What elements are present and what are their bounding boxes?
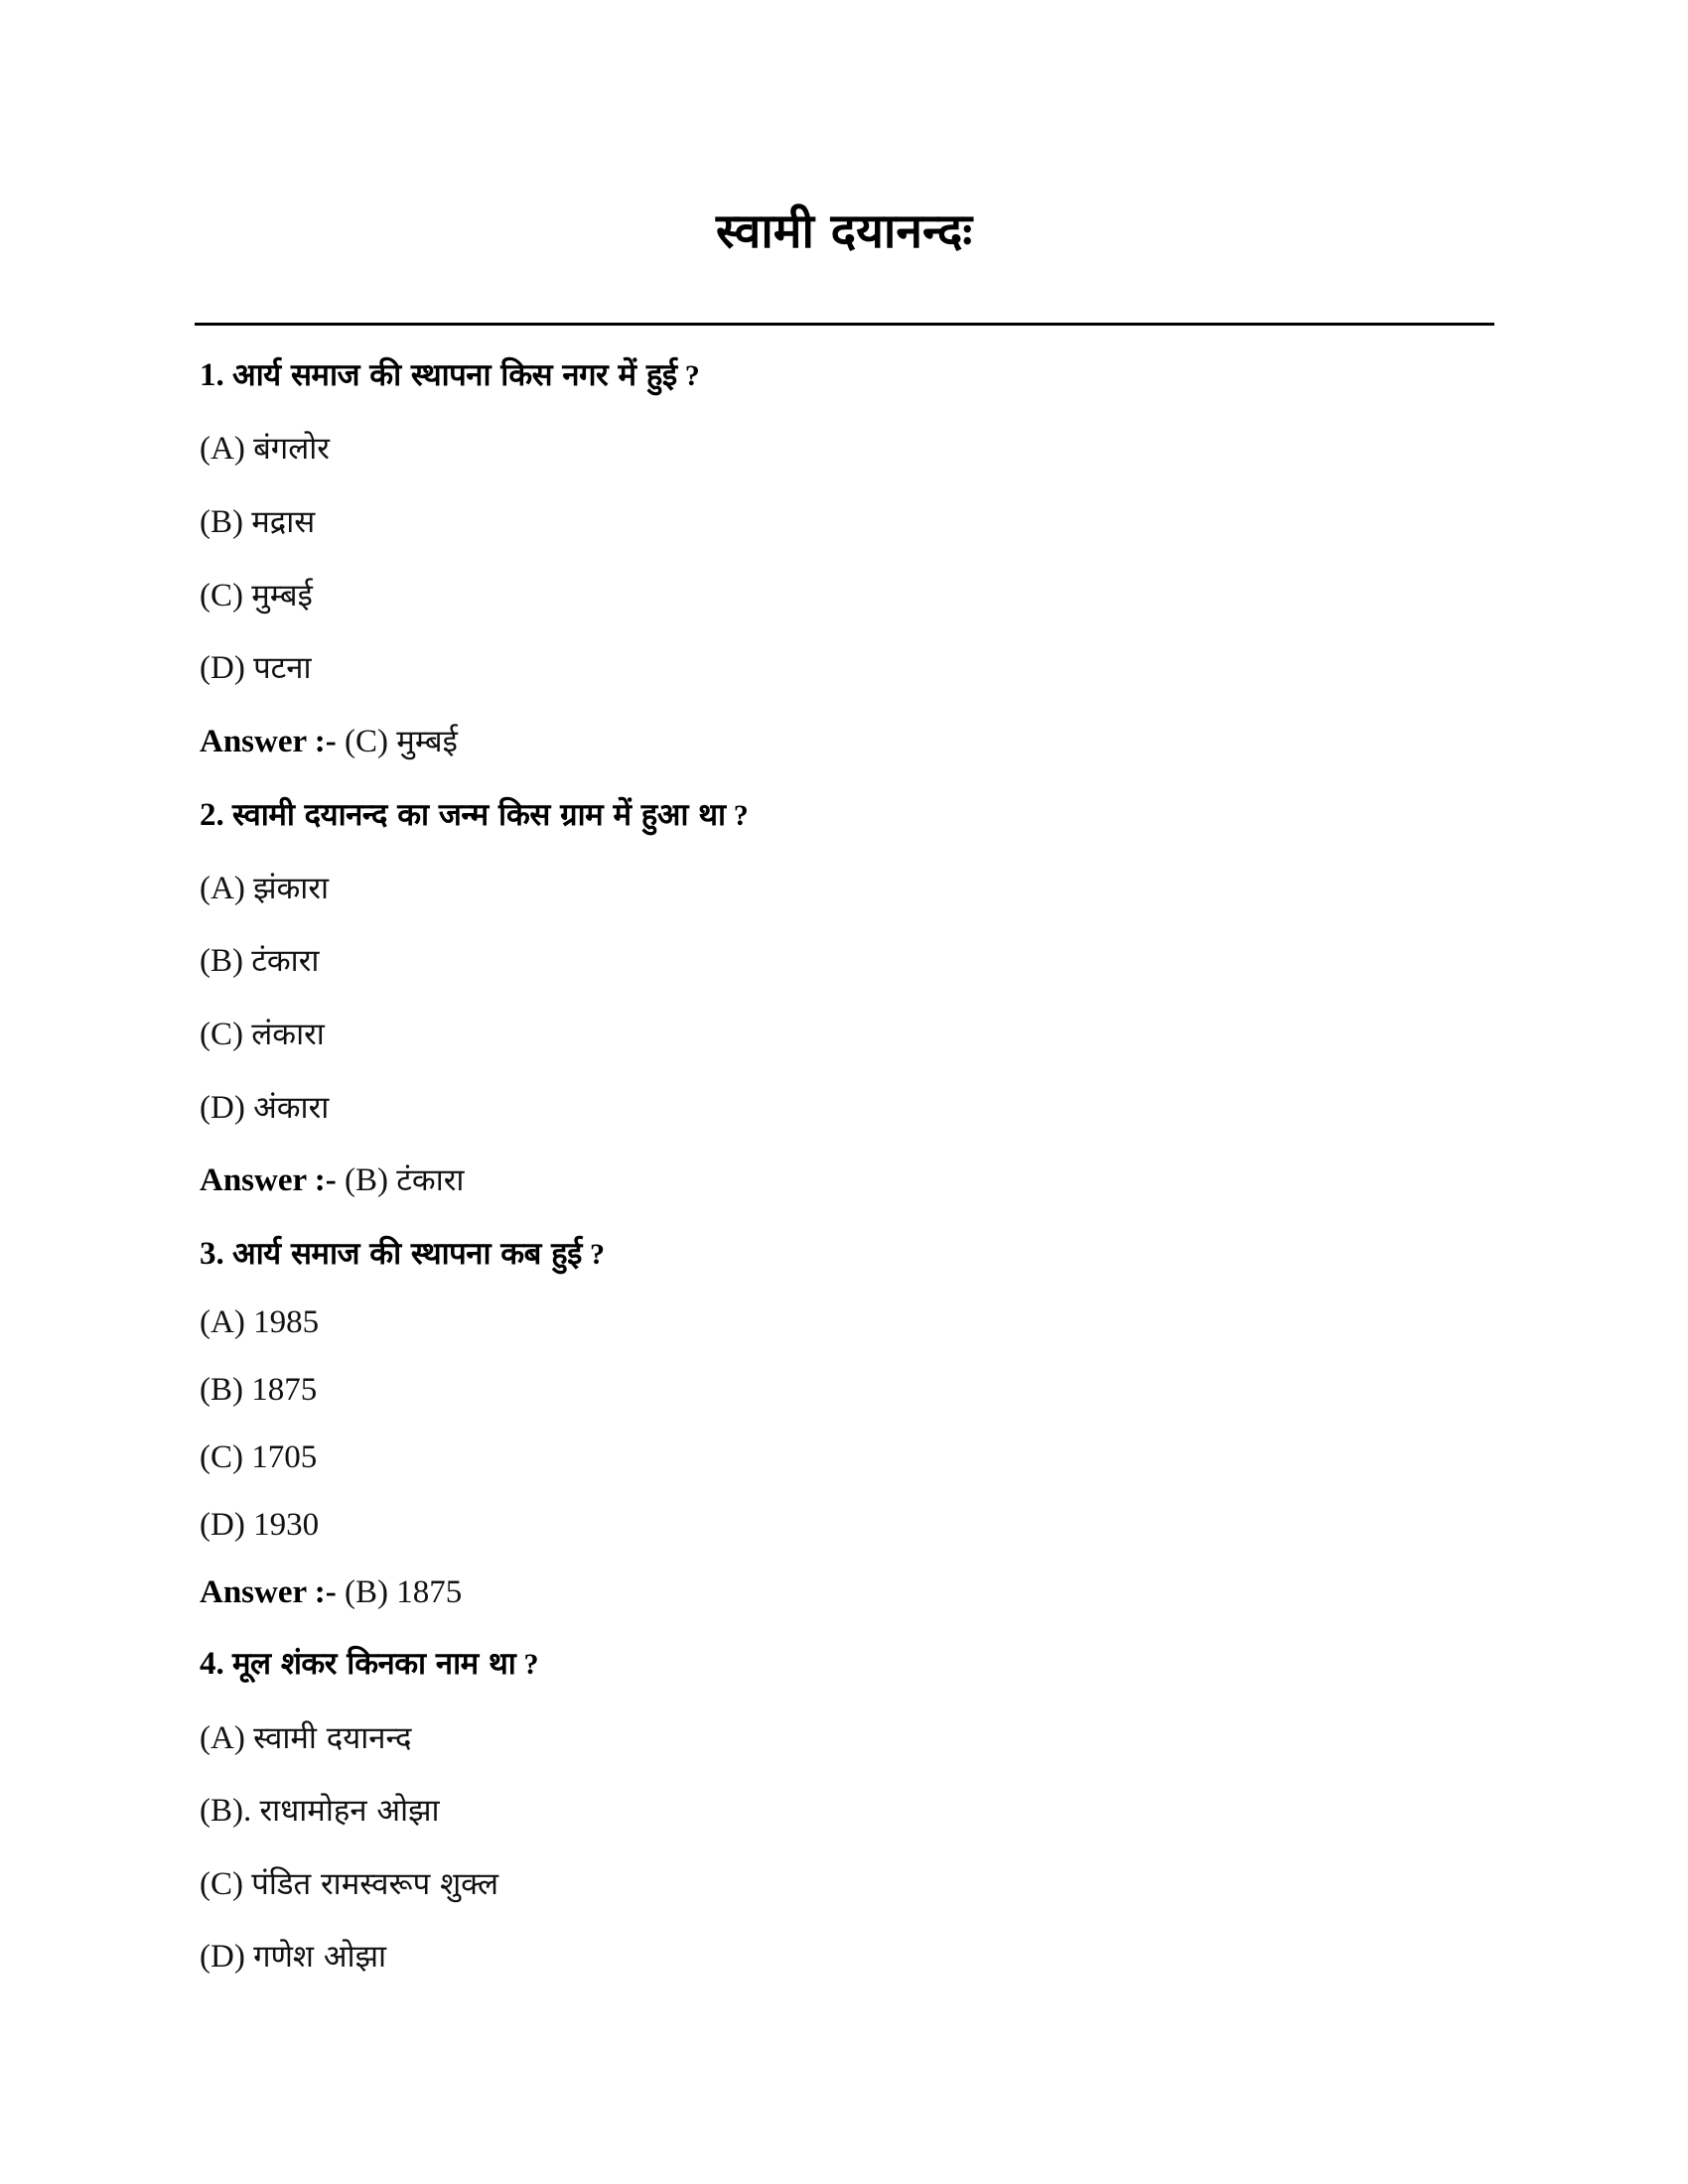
option-text: बंगलोर [253, 431, 330, 467]
question-number: 4. [200, 1646, 224, 1682]
option-letter: (A) [200, 871, 245, 906]
option-3b [200, 1360, 317, 1420]
option-2a [200, 859, 329, 918]
option-text: स्वामी दयानन्द [253, 1720, 412, 1756]
title-divider [195, 323, 1494, 326]
question-2 [200, 785, 749, 845]
option-1b [200, 492, 315, 552]
option-text: मद्रास [251, 504, 316, 540]
option-2d [200, 1078, 329, 1138]
question-text: स्वामी दयानन्द का जन्म किस ग्राम में हुआ था [232, 797, 726, 833]
option-1d [200, 638, 312, 698]
question-3 [200, 1224, 605, 1284]
option-letter: (D) [200, 1939, 245, 1975]
answer-letter: (B) [345, 1574, 389, 1610]
option-text: गणेश ओझा [253, 1939, 387, 1975]
answer-label: Answer :- [200, 1574, 337, 1610]
option-4d [200, 1927, 386, 1986]
question-number: 1. [200, 357, 224, 393]
option-letter: (C) [200, 578, 243, 614]
option-letter: (A) [200, 431, 245, 467]
option-text: 1705 [251, 1439, 318, 1475]
answer-text: टंकारा [396, 1162, 465, 1198]
option-text: मुम्बई [251, 578, 313, 614]
option-1a [200, 419, 330, 478]
question-text: आर्य समाज की स्थापना कब हुई [232, 1236, 582, 1272]
option-text: टंकारा [251, 943, 320, 979]
question-text: आर्य समाज की स्थापना किस नगर में हुई [232, 357, 677, 393]
answer-label: Answer :- [200, 724, 337, 759]
option-3d [200, 1495, 319, 1555]
option-4b [200, 1781, 440, 1841]
option-4c [200, 1854, 498, 1914]
option-text: 1930 [253, 1507, 320, 1543]
answer-text: 1875 [396, 1574, 463, 1610]
option-text: झंकारा [253, 871, 330, 906]
option-letter: (C) [200, 1439, 243, 1475]
question-number: 2. [200, 797, 224, 833]
option-letter: (A) [200, 1720, 245, 1756]
option-letter: (B) [200, 504, 243, 540]
option-text: अंकारा [253, 1090, 330, 1126]
question-mark: ? [684, 359, 700, 392]
option-letter: (D) [200, 1090, 245, 1126]
option-text: पटना [253, 650, 312, 686]
option-text: पंडित रामस्वरूप शुक्ल [251, 1866, 499, 1902]
answer-1 [200, 712, 458, 771]
question-1 [200, 345, 700, 405]
answer-label: Answer :- [200, 1162, 337, 1198]
question-mark: ? [523, 1648, 539, 1681]
option-letter: (B) [200, 1372, 243, 1408]
option-letter: (C) [200, 1017, 243, 1052]
option-2b [200, 931, 319, 991]
option-letter: (C) [200, 1866, 243, 1902]
option-text: राधामोहन ओझा [259, 1793, 440, 1829]
page-title: स्वामी दयानन्दः [715, 204, 973, 259]
option-letter: (D) [200, 1507, 245, 1543]
option-letter: (B) [200, 943, 243, 979]
question-mark: ? [733, 799, 749, 832]
question-text: मूल शंकर किनका नाम था [232, 1646, 516, 1682]
question-number: 3. [200, 1236, 224, 1272]
option-letter: (D) [200, 650, 245, 686]
option-1c [200, 566, 313, 625]
option-3a [200, 1293, 319, 1352]
option-4a [200, 1708, 412, 1768]
question-4 [200, 1634, 539, 1694]
option-2c [200, 1005, 325, 1064]
option-text: 1985 [253, 1304, 320, 1340]
option-text: 1875 [251, 1372, 318, 1408]
option-letter: (B). [200, 1793, 252, 1829]
question-mark: ? [590, 1238, 606, 1271]
answer-letter: (B) [345, 1162, 389, 1198]
option-text: लंकारा [251, 1017, 325, 1052]
answer-text: मुम्बई [396, 724, 458, 759]
answer-3 [200, 1563, 462, 1622]
answer-2 [200, 1151, 464, 1210]
answer-letter: (C) [345, 724, 389, 759]
option-letter: (A) [200, 1304, 245, 1340]
option-3c [200, 1428, 317, 1487]
